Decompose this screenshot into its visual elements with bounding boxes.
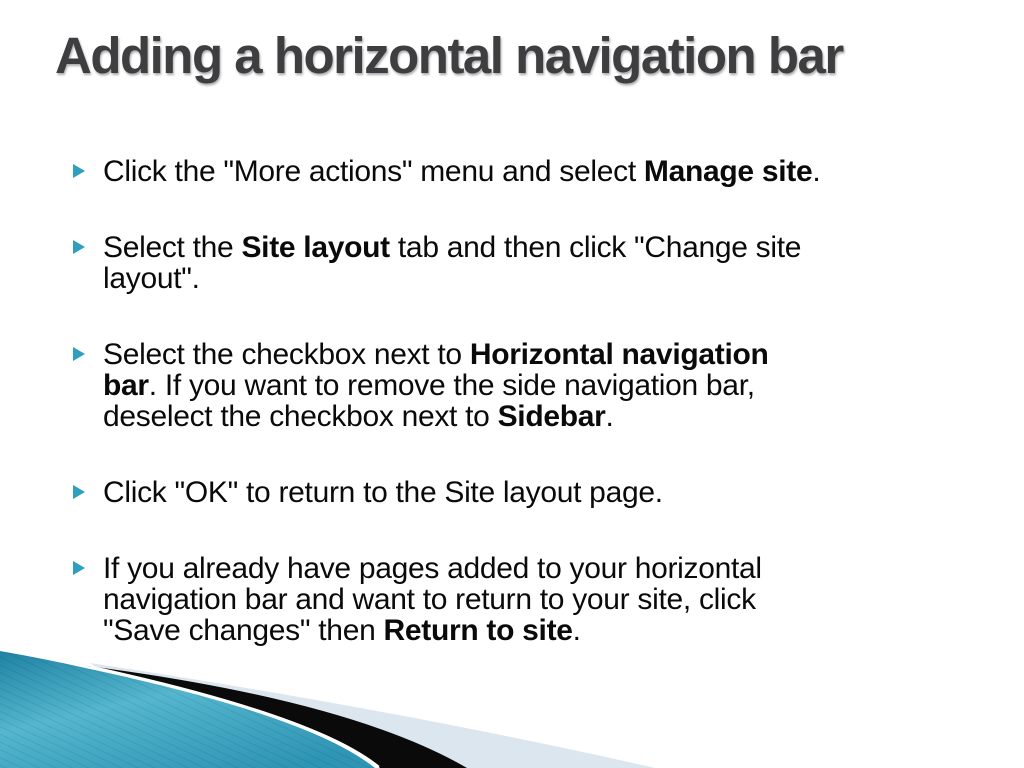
bullet-text: If you already have pages added to your horizontal navigation bar and want to return to your site, click "Save changes" then Return to site. — [103, 552, 762, 647]
bullet-triangle-icon — [73, 347, 85, 361]
bullet-item — [73, 339, 978, 432]
bullet-item — [73, 232, 978, 294]
bullet-triangle-icon — [73, 240, 85, 254]
bullet-triangle-icon — [73, 485, 85, 499]
bullet-triangle-icon — [73, 561, 85, 575]
bullet-text: Click the "More actions" menu and select Manage site. — [103, 155, 821, 188]
bullet-text: Select the checkbox next to Horizontal navigation bar. If you want to remove the side navigation bar, deselect the checkbox next to Sidebar. — [103, 338, 769, 433]
bullet-item — [73, 553, 978, 646]
bullet-text: Select the Site layout tab and then click "Change site layout". — [103, 231, 802, 295]
slide-title: Adding a horizontal navigation bar — [55, 27, 843, 84]
bullet-item — [73, 477, 978, 508]
bullet-text: Click "OK" to return to the Site layout page. — [103, 476, 663, 509]
bullet-item — [73, 156, 978, 187]
bullet-triangle-icon — [73, 164, 85, 178]
bullet-list — [73, 156, 978, 691]
